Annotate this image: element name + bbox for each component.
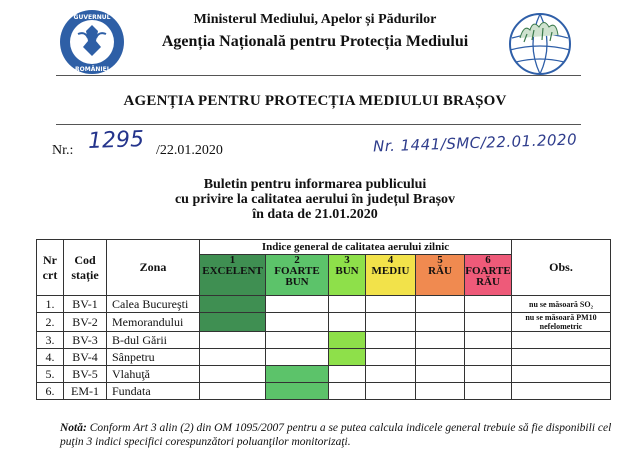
row-index-cell-4 [366,313,416,332]
row-index-cell-5 [416,332,465,349]
row-observation [512,366,611,383]
row-index-cell-2 [266,366,329,383]
table-row [37,383,611,400]
col-header-zona: Zona [107,240,200,296]
index-level-5 [416,255,465,296]
row-index-cell-3 [329,332,366,349]
ministry-name: Ministerul Mediului, Apelor și Pădurilor [193,12,437,27]
index-level-label: MEDIU [371,265,410,277]
row-zone: Fundata [107,383,200,400]
row-index-cell-4 [366,332,416,349]
row-station-code: BV-4 [64,349,107,366]
row-zone: Sânpetru [107,349,200,366]
index-level-label: FOARTE BUN [274,265,320,288]
row-index-cell-5 [416,366,465,383]
row-index-cell-6 [465,366,512,383]
index-level-4 [366,255,416,296]
nr-value-handwritten: 1295 [87,127,145,154]
row-station-code: BV-5 [64,366,107,383]
row-zone: Memorandului [107,313,200,332]
index-level-label: BUN [335,265,359,277]
col-header-obs: Obs. [512,240,611,296]
svg-text:ROMÂNIEI: ROMÂNIEI [75,66,109,73]
row-index-cell-6 [465,332,512,349]
air-quality-table [36,239,611,400]
index-level-2 [266,255,329,296]
row-index-cell-2 [266,349,329,366]
row-nr: 3. [37,332,64,349]
table-row [37,313,611,332]
header-divider-bottom [56,124,581,125]
row-index-cell-4 [366,383,416,400]
row-index-cell-4 [366,296,416,313]
row-index-cell-5 [416,296,465,313]
bulletin-title-line3: în data de 21.01.2020 [252,207,378,222]
index-level-number: 2 [294,254,300,266]
index-level-number: 6 [485,254,491,266]
row-index-cell-5 [416,383,465,400]
row-nr: 1. [37,296,64,313]
row-nr: 4. [37,349,64,366]
row-nr: 2. [37,313,64,332]
bulletin-title-line2: cu privire la calitatea aerului în județul Brașov [174,192,456,207]
row-index-cell-6 [465,296,512,313]
row-index-cell-1 [200,383,266,400]
row-index-cell-3 [329,349,366,366]
index-level-number: 4 [387,254,394,266]
row-zone: Calea Bucureşti [107,296,200,313]
row-zone: Vlahuţă [107,366,200,383]
row-index-cell-3 [329,383,366,400]
row-index-cell-4 [366,349,416,366]
handwritten-registration: Nr. 1441/SMC/22.01.2020 [372,130,578,156]
row-index-cell-2 [266,383,329,400]
row-station-code: EM-1 [64,383,107,400]
col-header-cod: Cod stație [64,240,107,296]
regional-agency-name: AGENȚIA PENTRU PROTECȚIA MEDIULUI BRAȘOV [123,93,507,109]
row-index-cell-3 [329,296,366,313]
row-index-cell-6 [465,383,512,400]
index-level-label: FOARTE RĂU [465,265,511,288]
row-index-cell-6 [465,349,512,366]
row-nr: 5. [37,366,64,383]
row-observation [512,349,611,366]
bulletin-title-line1: Buletin pentru informarea publicului [203,177,427,192]
row-index-cell-1 [200,332,266,349]
svg-text:GUVERNUL: GUVERNUL [73,14,111,21]
row-index-cell-1 [200,349,266,366]
row-index-cell-5 [416,313,465,332]
row-observation: nu se măsoară SO₂ [512,296,611,313]
index-level-number: 3 [344,254,350,266]
index-level-number: 1 [229,254,236,266]
row-zone: B-dul Gării [107,332,200,349]
row-nr: 6. [37,383,64,400]
row-observation: nu se măsoară PM10 nefelometric [512,313,611,332]
index-level-1 [200,255,266,296]
index-level-label: EXCELENT [202,265,263,277]
row-index-cell-1 [200,366,266,383]
row-index-cell-1 [200,296,266,313]
footnote-label: Notă: [60,422,87,434]
row-observation [512,383,611,400]
row-station-code: BV-1 [64,296,107,313]
col-header-nr: Nr crt [37,240,64,296]
row-index-cell-1 [200,313,266,332]
index-level-label: RĂU [428,265,452,277]
footnote-text: Conform Art 3 alin (2) din OM 1095/2007 pentru a se putea calcula indicele general trebuie să fie disponibili cel puţin 3 indici specifici corespunzători poluanţilor monitorizaţi. [60,422,612,448]
row-index-cell-2 [266,313,329,332]
table-row [37,332,611,349]
row-observation [512,332,611,349]
footnote [60,421,620,449]
table-row [37,296,611,313]
row-station-code: BV-3 [64,332,107,349]
row-index-cell-2 [266,332,329,349]
row-index-cell-6 [465,313,512,332]
agency-name: Agenția Națională pentru Protecția Mediului [161,33,469,50]
table-row [37,366,611,383]
row-station-code: BV-2 [64,313,107,332]
row-index-cell-5 [416,349,465,366]
nr-date: /22.01.2020 [156,143,223,158]
index-level-6 [465,255,512,296]
nr-label: Nr.: [52,143,74,158]
index-level-number: 5 [437,254,443,266]
row-index-cell-3 [329,313,366,332]
index-level-3 [329,255,366,296]
row-index-cell-4 [366,366,416,383]
row-index-cell-3 [329,366,366,383]
col-header-index: Indice general de calitatea aerului zilnic [200,240,512,255]
table-row [37,349,611,366]
row-index-cell-2 [266,296,329,313]
header-divider-top [56,75,581,76]
